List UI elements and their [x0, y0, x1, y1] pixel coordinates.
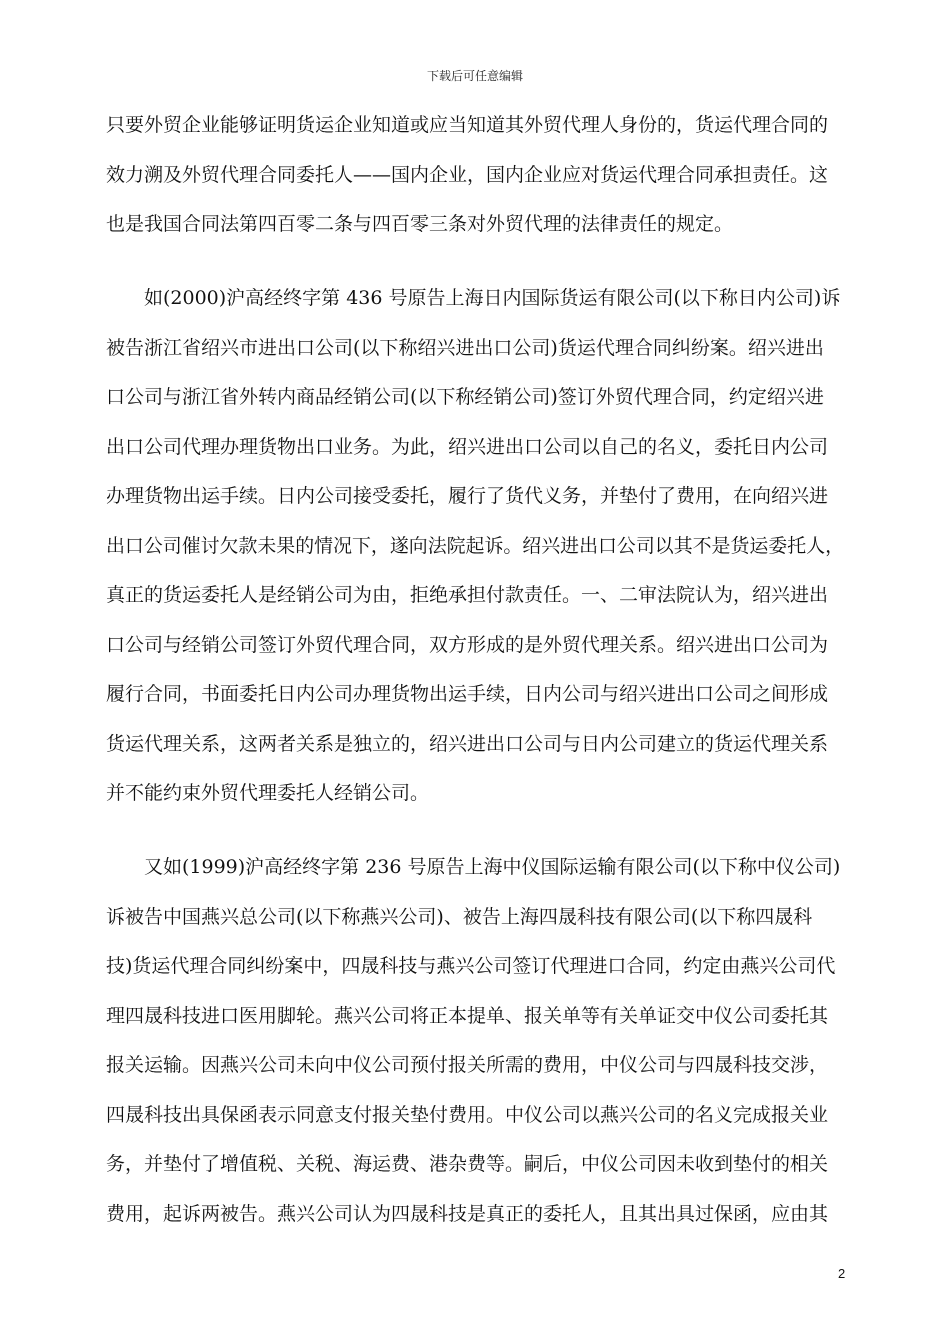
text-line: 务，并垫付了增值税、关税、海运费、港杂费等。嗣后，中仪公司因未收到垫付的相关	[106, 1153, 829, 1175]
text-line: 出口公司代理办理货物出口业务。为此，绍兴进出口公司以自己的名义，委托日内公司	[106, 436, 829, 458]
text-line: 诉被告中国燕兴总公司(以下称燕兴公司)、被告上海四晟科技有限公司(以下称四晟科	[106, 906, 813, 928]
text-line: 又如(1999)沪高经终字第 236 号原告上海中仪国际运输有限公司(以下称中仪公司)	[144, 856, 841, 878]
text-line: 并不能约束外贸代理委托人经销公司。	[106, 782, 430, 804]
text-line: 也是我国合同法第四百零二条与四百零三条对外贸代理的法律责任的规定。	[106, 213, 734, 235]
text-line: 费用，起诉两被告。燕兴公司认为四晟科技是真正的委托人，且其出具过保函，应由其	[106, 1203, 829, 1225]
text-line: 口公司与经销公司签订外贸代理合同，双方形成的是外贸代理关系。绍兴进出口公司为	[106, 634, 829, 656]
text-line: 只要外贸企业能够证明货运企业知道或应当知道其外贸代理人身份的，货运代理合同的	[106, 114, 829, 136]
text-line: 办理货物出运手续。日内公司接受委托，履行了货代义务，并垫付了费用，在向绍兴进	[106, 485, 829, 507]
page-header: 下载后可任意编辑	[426, 69, 523, 83]
text-line: 技)货运代理合同纠纷案中，四晟科技与燕兴公司签订代理进口合同，约定由燕兴公司代	[106, 955, 836, 977]
text-line: 货运代理关系，这两者关系是独立的，绍兴进出口公司与日内公司建立的货运代理关系	[106, 733, 829, 755]
text-line: 如(2000)沪高经终字第 436 号原告上海日内国际货运有限公司(以下称日内公司)诉	[144, 287, 841, 309]
text-line: 四晟科技出具保函表示同意支付报关垫付费用。中仪公司以燕兴公司的名义完成报关业	[106, 1104, 829, 1126]
text-line: 口公司与浙江省外转内商品经销公司(以下称经销公司)签订外贸代理合同，约定绍兴进	[106, 386, 824, 408]
text-line: 被告浙江省绍兴市进出口公司(以下称绍兴进出口公司)货运代理合同纠纷案。绍兴进出	[106, 337, 824, 359]
text-line: 报关运输。因燕兴公司未向中仪公司预付报关所需的费用，中仪公司与四晟科技交涉，	[106, 1054, 829, 1076]
text-line: 效力溯及外贸代理合同委托人——国内企业，国内企业应对货运代理合同承担责任。这	[106, 164, 829, 186]
text-line: 履行合同，书面委托日内公司办理货物出运手续，日内公司与绍兴进出口公司之间形成	[106, 683, 829, 705]
text-line: 理四晟科技进口医用脚轮。燕兴公司将正本提单、报关单等有关单证交中仪公司委托其	[106, 1005, 829, 1027]
text-line: 出口公司催讨欠款未果的情况下，遂向法院起诉。绍兴进出口公司以其不是货运委托人，	[106, 535, 845, 557]
text-line: 真正的货运委托人是经销公司为由，拒绝承担付款责任。一、二审法院认为，绍兴进出	[106, 584, 829, 606]
page-number: 2	[838, 1266, 846, 1281]
